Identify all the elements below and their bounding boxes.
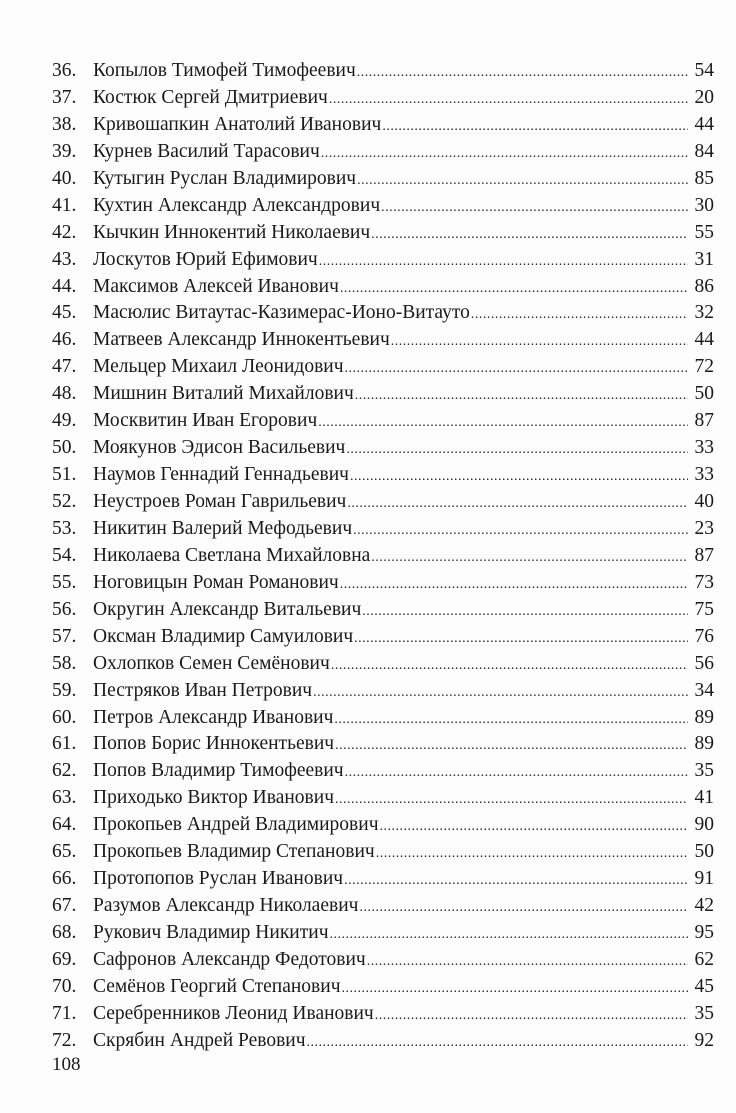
entry-name: Ноговицын Роман Романович: [93, 571, 339, 593]
index-entry: [52, 220, 714, 247]
dot-leader: [376, 841, 688, 868]
index-entry: [52, 381, 714, 408]
dot-leader: [382, 114, 688, 141]
entry-number: 46.: [52, 329, 77, 351]
entry-page: 55: [694, 221, 714, 243]
entry-number: 42.: [52, 221, 77, 243]
entry-page: 90: [694, 814, 714, 836]
entry-number: 64.: [52, 814, 77, 836]
entry-number: 36.: [52, 60, 77, 81]
index-entry: [52, 166, 714, 193]
index-entry: [52, 139, 714, 166]
index-entry: [52, 543, 714, 570]
dot-leader: [357, 168, 688, 195]
dot-leader: [353, 518, 688, 545]
dot-leader: [355, 383, 688, 410]
entry-name: Пестряков Иван Петрович: [93, 679, 313, 701]
entry-page: 72: [694, 356, 714, 378]
entry-page: 50: [694, 841, 714, 863]
entry-page: 89: [694, 733, 714, 755]
index-entry: [52, 274, 714, 301]
entry-number: 40.: [52, 167, 77, 189]
entry-page: 87: [694, 410, 714, 432]
entry-name: Москвитин Иван Егорович: [93, 410, 318, 432]
entry-page: 41: [694, 787, 714, 809]
entry-number: 38.: [52, 113, 77, 135]
index-entry: [52, 327, 714, 354]
entry-name: Скрябин Андрей Ревович: [93, 1029, 306, 1051]
entry-number: 37.: [52, 86, 77, 108]
entry-name: Никитин Валерий Мефодьевич: [93, 517, 353, 539]
dot-leader: [335, 733, 688, 760]
entry-page: 33: [694, 464, 714, 486]
entry-name: Лоскутов Юрий Ефимович: [93, 248, 318, 270]
index-entry: [52, 893, 714, 920]
index-entry: [52, 570, 714, 597]
entry-page: 35: [694, 760, 714, 782]
entry-page: 92: [694, 1029, 714, 1051]
entry-page: 91: [694, 868, 714, 890]
entry-name: Курнев Василий Тарасович: [93, 140, 320, 162]
entry-name: Масюлис Витаутас-Казимерас-Ионо-Витауто: [93, 302, 470, 324]
dot-leader: [391, 329, 688, 356]
dot-leader: [340, 572, 688, 599]
index-entry: [52, 435, 714, 462]
dot-leader: [342, 976, 688, 1003]
dot-leader: [344, 868, 688, 895]
dot-leader: [340, 276, 688, 303]
entry-name: Попов Владимир Тимофеевич: [93, 760, 344, 782]
entry-name: Рукович Владимир Никитич: [93, 922, 329, 943]
index-entry: [52, 1028, 714, 1055]
dot-leader: [330, 922, 689, 949]
entry-name: Приходько Виктор Иванович: [93, 787, 335, 809]
index-entry: [52, 839, 714, 866]
entry-page: 87: [694, 544, 714, 566]
entry-number: 59.: [52, 679, 77, 701]
index-entry: [52, 354, 714, 381]
dot-leader: [331, 653, 688, 680]
entry-number: 63.: [52, 787, 77, 809]
entry-name: Попов Борис Иннокентьевич: [93, 733, 335, 755]
entry-number: 48.: [52, 383, 77, 405]
entry-number: 67.: [52, 895, 77, 917]
entry-page: 35: [694, 1002, 714, 1024]
dot-leader: [371, 222, 688, 249]
entry-number: 72.: [52, 1029, 77, 1051]
entry-name: Охлопков Семен Семёнович: [93, 652, 330, 674]
dot-leader: [381, 195, 688, 222]
entry-page: 44: [694, 329, 714, 351]
entry-page: 33: [694, 437, 714, 459]
entry-name: Петров Александр Иванович: [93, 706, 334, 728]
entry-name: Оксман Владимир Самуилович: [93, 625, 354, 647]
entry-name: Николаева Светлана Михайловна: [93, 544, 371, 566]
entry-name: Максимов Алексей Иванович: [93, 275, 339, 297]
index-entry: [52, 408, 714, 435]
dot-leader: [362, 599, 688, 626]
entry-number: 68.: [52, 922, 77, 943]
entry-name: Моякунов Эдисон Васильевич: [93, 437, 346, 459]
entry-number: 47.: [52, 356, 77, 378]
entry-name: Неустроев Роман Гаврильевич: [93, 491, 347, 512]
entry-number: 54.: [52, 544, 77, 566]
dot-leader: [319, 249, 688, 276]
index-entry: [52, 624, 714, 651]
entry-number: 39.: [52, 140, 77, 162]
entry-number: 71.: [52, 1002, 77, 1024]
index-entry: [52, 247, 714, 274]
entry-page: 44: [694, 113, 714, 135]
index-entry: [52, 1001, 714, 1028]
index-entry: [52, 651, 714, 678]
dot-leader: [307, 1030, 688, 1057]
entry-name: Прокопьев Владимир Степанович: [93, 841, 375, 863]
entry-page: 30: [694, 194, 714, 216]
entry-number: 60.: [52, 706, 77, 728]
dot-leader: [318, 410, 688, 437]
entry-number: 53.: [52, 517, 77, 539]
index-entry: [52, 462, 714, 489]
dot-leader: [350, 464, 688, 491]
entry-page: 54: [694, 60, 714, 81]
entry-name: Семёнов Георгий Степанович: [93, 975, 341, 997]
entry-number: 52.: [52, 491, 77, 512]
entry-number: 41.: [52, 194, 77, 216]
entry-number: 51.: [52, 464, 77, 486]
entry-name: Мельцер Михаил Леонидович: [93, 356, 344, 378]
entry-name: Матвеев Александр Иннокентьевич: [93, 329, 390, 351]
index-entry: [52, 112, 714, 139]
entry-number: 45.: [52, 302, 77, 324]
index-entry: [52, 705, 714, 732]
entry-page: 73: [694, 571, 714, 593]
entry-number: 61.: [52, 733, 77, 755]
dot-leader: [471, 302, 688, 329]
entry-page: 34: [694, 679, 714, 701]
index-entry: [52, 489, 714, 516]
entry-page: 75: [694, 598, 714, 620]
entry-page: 42: [694, 895, 714, 917]
index-entry: [52, 812, 714, 839]
dot-leader: [313, 680, 688, 707]
index-entry: [52, 597, 714, 624]
entry-number: 62.: [52, 760, 77, 782]
index-entry: [52, 300, 714, 327]
dot-leader: [371, 545, 688, 572]
page-number: 108: [52, 1054, 81, 1075]
entry-page: 85: [694, 167, 714, 189]
index-entry: [52, 974, 714, 1001]
entry-page: 40: [694, 491, 714, 512]
entry-number: 58.: [52, 652, 77, 674]
dot-leader: [345, 760, 688, 787]
entry-name: Кухтин Александр Александрович: [93, 194, 381, 216]
entry-number: 49.: [52, 410, 77, 432]
index-entry: [52, 516, 714, 543]
dot-leader: [329, 87, 688, 114]
dot-leader: [367, 949, 688, 976]
index-entry: [52, 947, 714, 974]
entry-number: 57.: [52, 625, 77, 647]
index-entry: [52, 678, 714, 705]
dot-leader: [380, 814, 688, 841]
entry-page: 56: [694, 652, 714, 674]
entry-page: 23: [694, 517, 714, 539]
entry-page: 95: [694, 922, 714, 943]
entry-name: Кутыгин Руслан Владимирович: [93, 167, 357, 189]
entry-number: 44.: [52, 275, 77, 297]
entry-page: 20: [694, 86, 714, 108]
entry-page: 76: [694, 625, 714, 647]
entry-name: Сафронов Александр Федотович: [93, 948, 366, 970]
index-entry: [52, 58, 714, 85]
entry-page: 84: [694, 140, 714, 162]
index-entry: [52, 85, 714, 112]
entry-name: Серебренников Леонид Иванович: [93, 1002, 374, 1024]
dot-leader: [359, 895, 688, 922]
entry-name: Кривошапкин Анатолий Иванович: [93, 113, 382, 135]
entry-name: Разумов Александр Николаевич: [93, 895, 359, 917]
entry-page: 32: [694, 302, 714, 324]
entry-name: Прокопьев Андрей Владимирович: [93, 814, 379, 836]
index-entry: [52, 866, 714, 893]
dot-leader: [321, 141, 688, 168]
entry-number: 70.: [52, 975, 77, 997]
entry-page: 86: [694, 275, 714, 297]
entry-page: 31: [694, 248, 714, 270]
entry-number: 66.: [52, 868, 77, 890]
dot-leader: [345, 356, 688, 383]
index-entry: [52, 758, 714, 785]
dot-leader: [346, 437, 688, 464]
entry-number: 43.: [52, 248, 77, 270]
dot-leader: [357, 60, 688, 87]
entry-name: Копылов Тимофей Тимофеевич: [93, 60, 356, 81]
dot-leader: [335, 787, 688, 814]
entry-number: 50.: [52, 437, 77, 459]
entry-name: Мишнин Виталий Михайлович: [93, 383, 354, 405]
entry-name: Костюк Сергей Дмитриевич: [93, 86, 328, 108]
entry-page: 45: [694, 975, 714, 997]
entry-number: 55.: [52, 571, 77, 593]
entry-number: 65.: [52, 841, 77, 863]
index-entry: [52, 785, 714, 812]
entry-number: 69.: [52, 948, 77, 970]
entry-name: Кычкин Иннокентий Николаевич: [93, 221, 371, 243]
dot-leader: [354, 626, 688, 653]
entry-name: Протопопов Руслан Иванович: [93, 868, 344, 890]
dot-leader: [375, 1003, 688, 1030]
entry-page: 89: [694, 706, 714, 728]
index-entry: [52, 193, 714, 220]
entry-name: Округин Александр Витальевич: [93, 598, 362, 620]
dot-leader: [347, 491, 688, 518]
entry-number: 56.: [52, 598, 77, 620]
index-entry: [52, 920, 714, 947]
entry-page: 50: [694, 383, 714, 405]
entry-name: Наумов Геннадий Геннадьевич: [93, 464, 349, 486]
index-list: [52, 58, 714, 1055]
dot-leader: [334, 707, 688, 734]
entry-page: 62: [694, 948, 714, 970]
index-entry: [52, 731, 714, 758]
